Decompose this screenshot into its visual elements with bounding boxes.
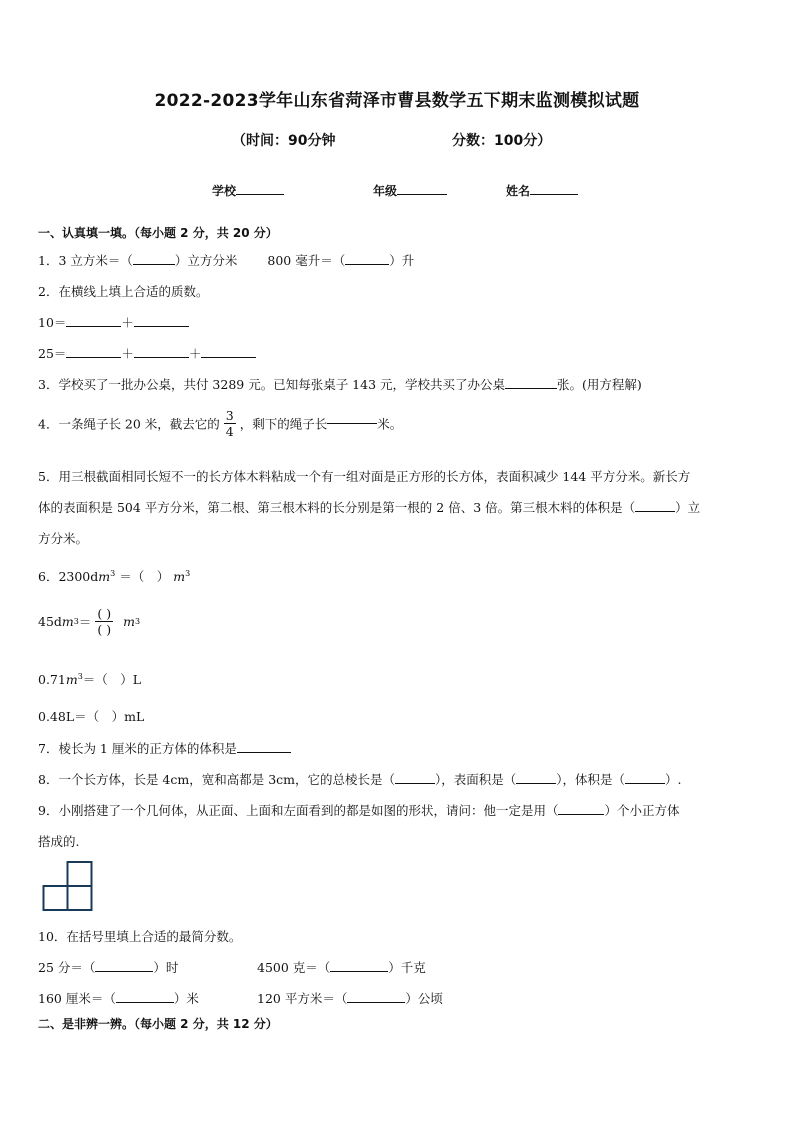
score-label: 分数：100分） [452,133,552,149]
grade-field [373,182,447,199]
question-5-line-1: 5．用三根截面相同长短不一的长方体木料粘成一个有一组对面是正方形的长方体，表面积减少 144 平方分米。新长方 [38,469,691,484]
question-4: 4．一条绳子长 20 米，截去它的 $\frac{3}{4}$ ，剩下的绳子长 米。 [38,408,403,439]
question-2-row-2: 25＝ ＋ ＋ [38,344,256,362]
question-6-row-2: 45dm3＝ $\frac{( )}{( )}$ m3 [38,606,141,637]
figure-square-bottom-right [68,886,92,910]
question-10-c: 160 厘米＝（ ）米 [38,991,199,1006]
question-10-d: 120 平方米＝（ ）公顷 [257,991,443,1006]
question-6-row-3: $0.71m^3=$（ ）L [38,671,142,687]
grade-label: 年级 [373,184,398,198]
question-10-a: 25 分＝（ ）时 [38,960,179,975]
cube-view-figure [42,860,94,912]
figure-square-top-right [68,862,92,886]
question-9-line-2: 搭成的. [38,834,80,849]
question-6-row-1: 6．$2300dm^3$ ＝（ ） $m^3$ [38,568,191,584]
section-2-heading: 二、是非辨一辨。（每小题 2 分，共 12 分） [38,1017,278,1031]
time-label: （时间：90分钟 [232,133,336,149]
question-6-row-4: 0.48L＝（ ）mL [38,709,145,724]
question-1: 1．3 立方米＝（ ）立方分米 800 毫升＝（ ）升 [38,253,415,268]
question-8: 8．一个长方体，长是 4cm，宽和高都是 3cm，它的总棱长是（ ），表面积是（ ），体积是（ ）. [38,772,682,787]
school-label: 学校 [212,184,237,198]
question-3: 3．学校买了一批办公桌，共付 3289 元。已知每张桌子 143 元，学校共买了办公桌 张。(用方程解) [38,377,642,392]
fraction-three-quarters: $\frac{3}{4}$ [225,408,234,439]
question-10: 10．在括号里填上合适的最简分数。 [38,929,242,944]
question-5-line-3: 方分米。 [38,531,89,546]
figure-square-bottom-left [44,886,68,910]
question-9-line-1: 9．小刚搭建了一个几何体，从正面、上面和左面看到的都是如图的形状，请问：他一定是用（ ）个小正方体 [38,803,680,818]
page-title: 2022-2023学年山东省菏泽市曹县数学五下期末监测模拟试题 [154,91,640,111]
question-2: 2．在横线上填上合适的质数。 [38,284,209,299]
fraction-blank: $\frac{( )}{( )}$ [97,606,112,637]
section-1-heading: 一、认真填一填。（每小题 2 分，共 20 分） [38,226,278,240]
name-field [506,182,578,199]
question-10-b: 4500 克＝（ ）千克 [257,960,426,975]
question-5-line-2: 体的表面积是 504 平方分米，第二根、第三根木料的长分别是第一根的 2 倍、3 倍。第三根木料的体积是（ ）立 [38,500,701,515]
question-2-row-1: 10＝ ＋ [38,313,189,331]
name-label: 姓名 [506,184,531,198]
school-field [212,182,284,199]
question-7: 7．棱长为 1 厘米的正方体的体积是 [38,739,291,757]
